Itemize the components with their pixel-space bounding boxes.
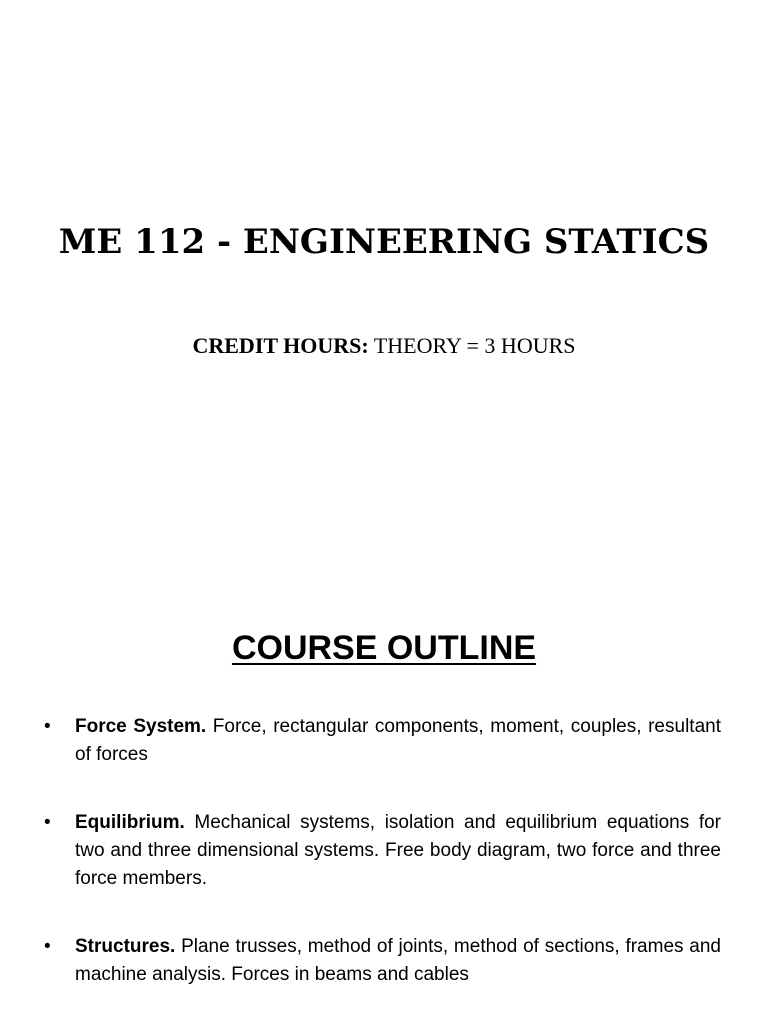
outline-item-term: Equilibrium. [75,812,185,833]
outline-item-text: Plane trusses, method of joints, method of sections, frames and machine analysis. Forces in beams and cables [75,936,721,985]
credit-hours-value: THEORY = 3 HOURS [373,333,576,358]
bullet-icon: • [44,936,51,957]
outline-item-text: Force, rectangular components, moment, couples, resultant of forces [75,716,721,765]
outline-item-equilibrium [0,809,768,893]
bullet-icon: • [44,716,51,737]
outline-item-term: Force System. [75,716,207,737]
outline-item-force-system [0,713,768,769]
credit-hours [0,332,768,360]
bullet-icon: • [44,812,51,833]
outline-item-term: Structures. [75,936,176,957]
outline-item-structures [0,933,768,989]
course-outline-list [0,713,768,1029]
outline-item-text: Mechanical systems, isolation and equilibrium equations for two and three dimensional systems. Free body diagram, two force and three force members. [75,812,722,889]
course-outline-heading-text: COURSE OUTLINE [231,629,537,667]
credit-hours-label: CREDIT HOURS: [192,333,369,358]
course-outline-heading [0,626,768,670]
document-title: ME 112 - ENGINEERING STATICS [58,222,710,262]
